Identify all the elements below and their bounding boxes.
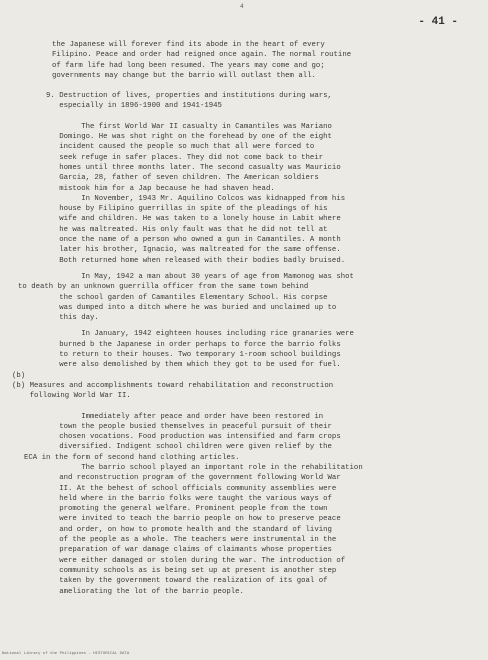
text-line: town the people busied themselves in peaceful pursuit of their: [46, 422, 332, 431]
heading-line: especially in 1896-1900 and 1941-1945: [46, 102, 222, 111]
text-line: he was maltreated. His only fault was that he did not tell at: [46, 225, 328, 234]
paragraph-january-1942: [12, 329, 472, 401]
paragraph-kidnapping: [46, 194, 472, 266]
text-line: Both returned home when released with their bodies badly bruised.: [46, 256, 346, 265]
text-line: taken by the government toward the realization of its goal of: [46, 577, 328, 586]
paragraph-continuation: [52, 40, 472, 81]
text-line: incident caused the people so much that all were forced to: [46, 143, 315, 152]
text-line: ameliorating the lot of the barrio people.: [46, 587, 244, 596]
text-line: wife and children. He was taken to a lonely house in Labit where: [46, 215, 341, 224]
text-line: homes until three months later. The second casualty was Mauricio: [46, 163, 341, 172]
text-line: chosen vocations. Food production was intensified and farm crops: [46, 433, 341, 442]
text-line: held where in the barrio folks were taught the various ways of: [46, 494, 332, 503]
text-line: house by Filipino guerrillas in spite of the pleadings of his: [46, 205, 328, 214]
document-body: [12, 40, 472, 597]
page-number: - 41 -: [418, 16, 458, 28]
text-line: the school garden of Camantiles Elementary School. His corpse: [46, 293, 328, 302]
text-line: diversified. Indigent school children were given relief by the: [46, 443, 332, 452]
text-line: governments may change but the barrio will outlast them all.: [52, 71, 316, 80]
text-line: Immediately after peace and order have been restored in: [46, 412, 324, 421]
subsection-heading: (b) Measures and accomplishments toward rehabilitation and reconstruction: [12, 381, 334, 390]
text-line: community schools as is being set up at present is another step: [46, 566, 337, 575]
subsection-mark: (b): [12, 371, 26, 380]
text-line: were also demolished by them which they got to be used for fuel.: [46, 361, 341, 370]
text-line: to death by an unknown guerrilla officer from the same town behind: [18, 283, 309, 292]
text-line: once the name of a person who owned a gun in Camantiles. A month: [46, 236, 341, 245]
text-line: of the people as a whole. The teachers were instrumental in the: [46, 536, 337, 545]
paragraph-first-casualty: [46, 122, 472, 194]
text-line: were invited to teach the barrio people on how to preserve peace: [46, 515, 341, 524]
text-line: Filipino. Peace and order had reigned once again. The normal routine: [52, 51, 352, 60]
text-line: was dumped into a ditch where he was buried and unclaimed up to: [46, 303, 337, 312]
text-line: seek refuge in safer places. They did not come back to their: [46, 153, 324, 162]
text-line: The barrio school played an important role in the rehabilitation: [46, 463, 363, 472]
text-line: ECA in the form of second hand clothing articles.: [24, 453, 240, 462]
text-line: and order, on how to promote health and the standard of living: [46, 525, 332, 534]
subsection-heading: following World War II.: [12, 392, 131, 401]
text-line: later his brother, Ignacio, was maltreated for the same offense.: [46, 246, 341, 255]
paragraph-may-1942: [18, 272, 472, 323]
heading-line: 9. Destruction of lives, properties and institutions during wars,: [46, 92, 332, 101]
paragraph-immediately-after: [24, 412, 472, 463]
text-line: In November, 1943 Mr. Aquilino Colcos was kidnapped from his: [46, 194, 346, 203]
text-line: of farm life had long been resumed. The years may come and go;: [52, 61, 325, 70]
section-heading-9: [46, 91, 472, 112]
text-line: II. At the behest of school officials community assemblies were: [46, 484, 337, 493]
text-line: In January, 1942 eighteen houses including rice granaries were: [46, 330, 354, 339]
archive-footer: National Library of the Philippines - HISTORICAL DATA: [2, 652, 130, 656]
text-line: to return to their houses. Two temporary 1-room school buildings: [46, 351, 341, 360]
text-line: The first World War II casualty in Camantiles was Mariano: [46, 122, 332, 131]
text-line: and reconstruction program of the government following World War: [46, 474, 341, 483]
text-line: this day.: [46, 314, 99, 323]
text-line: preparation of war damage claims of claimants whose properties: [46, 546, 332, 555]
text-line: In May, 1942 a man about 30 years of age from Mamonog was shot: [46, 272, 354, 281]
text-line: mistook him for a Jap because he had shaven head.: [46, 184, 275, 193]
text-line: the Japanese will forever find its abode in the heart of every: [52, 41, 325, 49]
page-mark: 4: [240, 3, 244, 10]
paragraph-barrio-school: [46, 463, 472, 597]
text-line: promoting the general welfare. Prominent people from the town: [46, 505, 328, 514]
text-line: Domingo. He was shot right on the forehead by one of the eight: [46, 133, 332, 142]
text-line: Garcia, 28, father of seven children. The American soldiers: [46, 174, 319, 183]
text-line: burned b the Japanese in order perhaps to force the barrio folks: [46, 340, 341, 349]
text-line: were either damaged or stolen during the war. The introduction of: [46, 556, 346, 565]
